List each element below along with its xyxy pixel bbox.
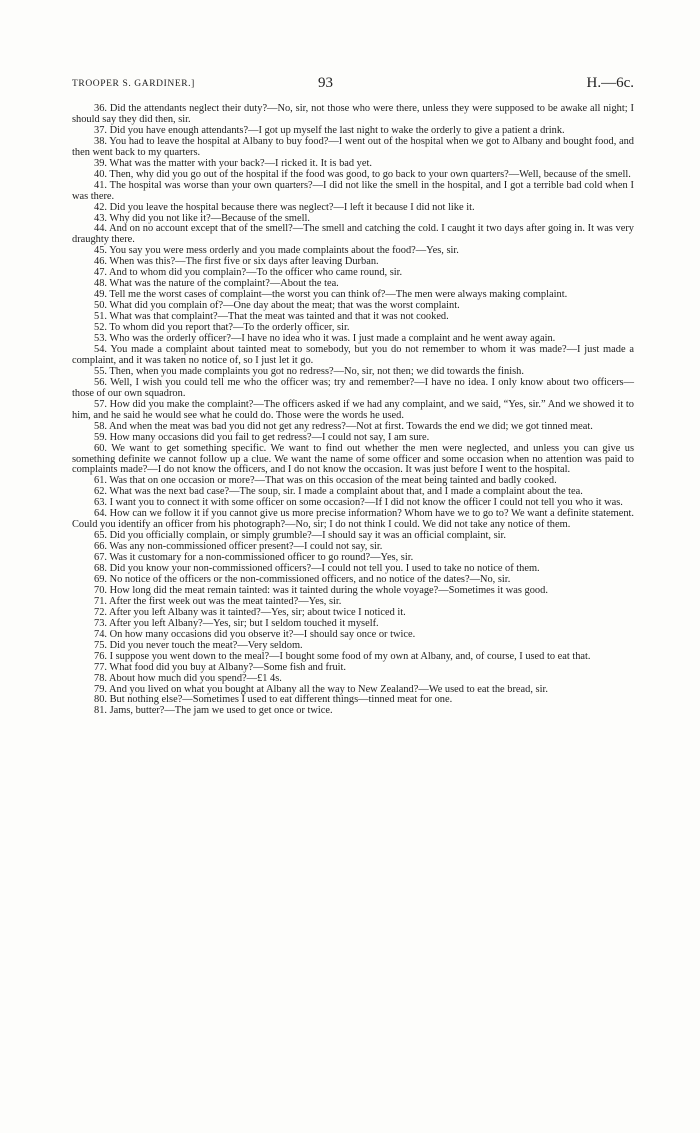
qa-entry-59: 59. How many occasions did you fail to get redress?—I could not say, I am sure.: [94, 431, 430, 443]
qa-entry-37: 37. Did you have enough attendants?—I got up myself the last night to wake the orderly to give a patient a drink.: [94, 124, 565, 136]
qa-entry-81: 81. Jams, butter?—The jam we used to get once or twice.: [94, 705, 333, 717]
qa-entry-76: 76. I suppose you went down to the meal?—I bought some food of my own at Albany, and, of course, I used to eat that.: [94, 650, 591, 662]
qa-entry-61: 61. Was that on one occasion or more?—That was on this occasion of the meat being tainted and badly cooked.: [94, 475, 557, 487]
page-number: 93: [318, 75, 333, 91]
qa-entry-45: 45. You say you were mess orderly and you made complaints about the food?—Yes, sir.: [94, 245, 459, 257]
qa-entry-64: 64. How can we follow it if you cannot give us more precise information? Whom have we to go to? We want a definite statement. Could you identify an officer from his photograph?—No, sir; I do not think I could. We did not take any notice of them.: [72, 508, 634, 531]
qa-entry-67: 67. Was it customary for a non-commissioned officer to go round?—Yes, sir.: [94, 552, 414, 564]
qa-entry-62: 62. What was the next bad case?—The soup, sir. I made a complaint about that, and I made a complaint about the tea.: [94, 486, 583, 498]
qa-entry-38: 38. You had to leave the hospital at Albany to buy food?—I went out of the hospital when we got to Albany and bought food, and then went back to my quarters.: [72, 135, 634, 158]
qa-entry-40: 40. Then, why did you go out of the hospital if the food was good, to go back to your own quarters?—Well, because of the smell.: [94, 168, 631, 180]
qa-entry-65: 65. Did you officially complain, or simply grumble?—I should say it was an official complaint, sir.: [94, 530, 506, 542]
qa-entry-42: 42. Did you leave the hospital because there was neglect?—I left it because I did not like it.: [94, 201, 475, 213]
qa-entry-71: 71. After the first week out was the meat tainted?—Yes, sir.: [94, 595, 342, 607]
qa-entry-36: 36. Did the attendants neglect their duty?—No, sir, not those who were there, unless they were supposed to be awake all night; I should say they did then, sir.: [72, 103, 634, 125]
qa-entry-47: 47. And to whom did you complain?—To the officer who came round, sir.: [94, 267, 403, 279]
qa-entry-60: 60. We want to get something specific. We want to find out whether the men were neglected, and unless you can give us something definite we cannot follow up a clue. We want the name of some officer and some occasion when no attention was paid to complaints made?—I do not know the officers, and I do not know the occasion. It was just before I went to the hospital.: [72, 442, 634, 476]
qa-entry-48: 48. What was the nature of the complaint?—About the tea.: [94, 278, 339, 290]
qa-entry-77: 77. What food did you buy at Albany?—Some fish and fruit.: [94, 661, 347, 673]
qa-entry-56: 56. Well, I wish you could tell me who the officer was; try and remember?—I have no idea. I only know about two officers—those of our own squadron.: [72, 376, 634, 399]
qa-entry-55: 55. Then, when you made complaints you got no redress?—No, sir, not then; we did towards the finish.: [94, 365, 524, 377]
qa-entry-74: 74. On how many occasions did you observe it?—I should say once or twice.: [94, 628, 416, 640]
qa-entry-50: 50. What did you complain of?—One day about the meat; that was the worst complaint.: [94, 300, 460, 312]
qa-entry-44: 44. And on no account except that of the smell?—The smell and catching the cold. I caught it two days after going in. It was very draughty there.: [72, 223, 634, 246]
qa-entry-79: 79. And you lived on what you bought at Albany all the way to New Zealand?—We used to eat the bread, sir.: [94, 683, 548, 695]
qa-entry-70: 70. How long did the meat remain tainted: was it tainted during the whole voyage?—Sometimes it was good.: [94, 584, 548, 596]
testimony-body: [72, 104, 634, 717]
document-reference: H.—6c.: [586, 75, 634, 91]
page-header: [72, 75, 634, 95]
qa-entry-68: 68. Did you know your non-commissioned officers?—I could not tell you. I used to take no notice of them.: [94, 563, 540, 575]
qa-entry-57: 57. How did you make the complaint?—The officers asked if we had any complaint, and we said, “Yes, sir.” And we showed it to him, and he said he would see what he could do. Those were the words he used.: [72, 398, 634, 421]
qa-entry-39: 39. What was the matter with your back?—I ricked it. It is bad yet.: [94, 157, 372, 169]
qa-entry-63: 63. I want you to connect it with some officer on some occasion?—If I did not know the officer I could not tell you who it was.: [94, 497, 623, 509]
qa-entry-54: 54. You made a complaint about tainted meat to somebody, but you do not remember to whom it was made?—I just made a complaint, and it was taken no notice of, so I just let it go.: [72, 343, 634, 366]
qa-entry-53: 53. Who was the orderly officer?—I have no idea who it was. I just made a complaint and he went away again.: [94, 333, 556, 345]
qa-entry-46: 46. When was this?—The first five or six days after leaving Durban.: [94, 256, 379, 268]
qa-entry-58: 58. And when the meat was bad you did not get any redress?—Not at first. Towards the end we did; we got tinned meat.: [94, 420, 593, 432]
qa-entry-52: 52. To whom did you report that?—To the orderly officer, sir.: [94, 322, 350, 334]
qa-entry-49: 49. Tell me the worst cases of complaint—the worst you can think of?—The men were always making complaint.: [94, 289, 568, 301]
qa-entry-73: 73. After you left Albany?—Yes, sir; but I seldom touched it myself.: [94, 617, 379, 629]
qa-entry-51: 51. What was that complaint?—That the meat was tainted and that it was not cooked.: [94, 311, 449, 323]
qa-entry-43: 43. Why did you not like it?—Because of the smell.: [94, 212, 310, 224]
qa-entry-80: 80. But nothing else?—Sometimes I used to eat different things—tinned meat for one.: [94, 694, 453, 706]
qa-entry-72: 72. After you left Albany was it tainted?—Yes, sir; about twice I noticed it.: [94, 606, 406, 618]
qa-entry-66: 66. Was any non-commissioned officer present?—I could not say, sir.: [94, 541, 383, 553]
qa-entry-41: 41. The hospital was worse than your own quarters?—I did not like the smell in the hospital, and I got a terrible bad cold when I was there.: [72, 179, 634, 202]
qa-entry-75: 75. Did you never touch the meat?—Very seldom.: [94, 639, 303, 651]
header-witness-name: TROOPER S. GARDINER.]: [72, 79, 195, 89]
qa-entry-69: 69. No notice of the officers or the non-commissioned officers, and no notice of the dates?—No, sir.: [94, 573, 511, 585]
qa-entry-78: 78. About how much did you spend?—£1 4s.: [94, 672, 282, 684]
